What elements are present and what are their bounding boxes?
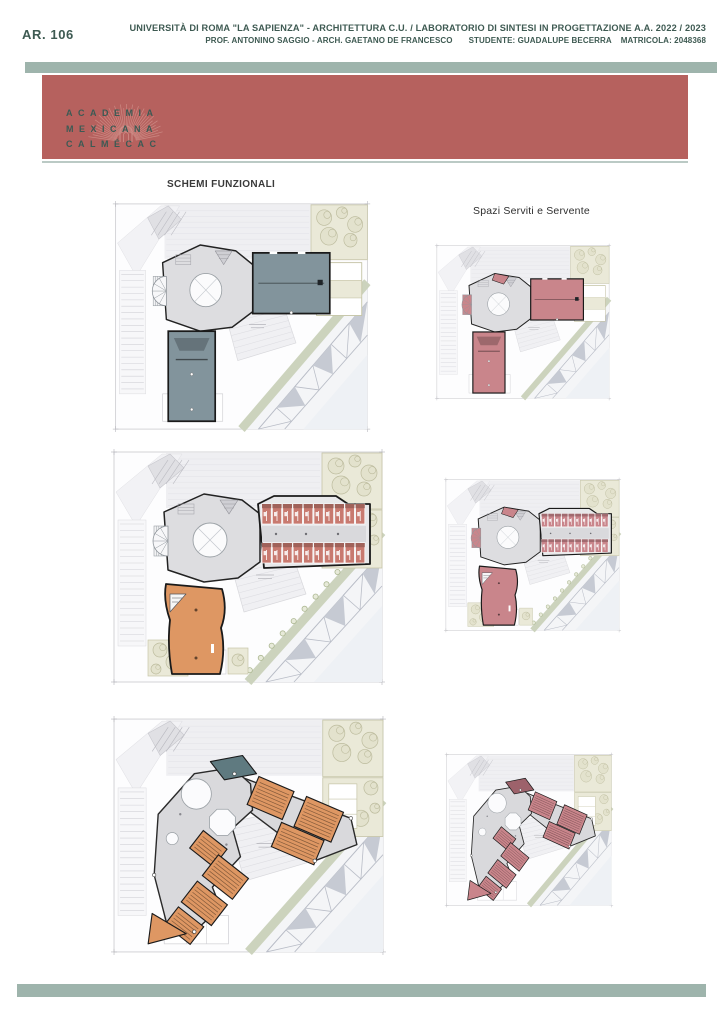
floor-plan-row3-served-servant	[443, 752, 615, 908]
floor-plan-row2-served-servant	[442, 477, 623, 633]
floor-plan-row1-served-servant	[433, 243, 613, 401]
project-banner	[42, 75, 688, 159]
wordmark-line-1: ACADEMIA	[66, 108, 159, 118]
banner-underline	[42, 161, 688, 163]
floor-plan-row2-functional	[108, 448, 388, 686]
matricola-number: MATRICOLA: 2048368	[620, 36, 706, 45]
wordmark-line-3: CALMÉCAC	[66, 139, 162, 149]
floor-plan-row1-functional	[110, 200, 373, 433]
section-title-schemi-funzionali: SCHEMI FUNZIONALI	[167, 179, 276, 190]
student-name: STUDENTE: GUADALUPE BECERRA	[468, 36, 612, 45]
professors-credit: PROF. ANTONINO SAGGIO - ARCH. GAETANO DE FRANCESCO	[205, 36, 453, 45]
sheet-header	[130, 23, 707, 45]
university-title: UNIVERSITÀ DI ROMA "LA SAPIENZA" - ARCHITETTURA C.U. / LABORATORIO DI SINTESI IN PROGETTAZIONE A.A. 2022 / 2023	[129, 23, 706, 33]
banner-wordmark	[66, 106, 162, 153]
top-divider-bar	[25, 62, 717, 73]
credits-line	[130, 36, 707, 45]
sheet-code: AR. 106	[22, 27, 74, 42]
bottom-divider-bar	[17, 984, 706, 997]
section-title-spazi-serviti: Spazi Serviti e Servente	[473, 205, 590, 217]
wordmark-line-2: MEXICANA	[66, 123, 159, 134]
floor-plan-row3-functional	[108, 715, 389, 956]
